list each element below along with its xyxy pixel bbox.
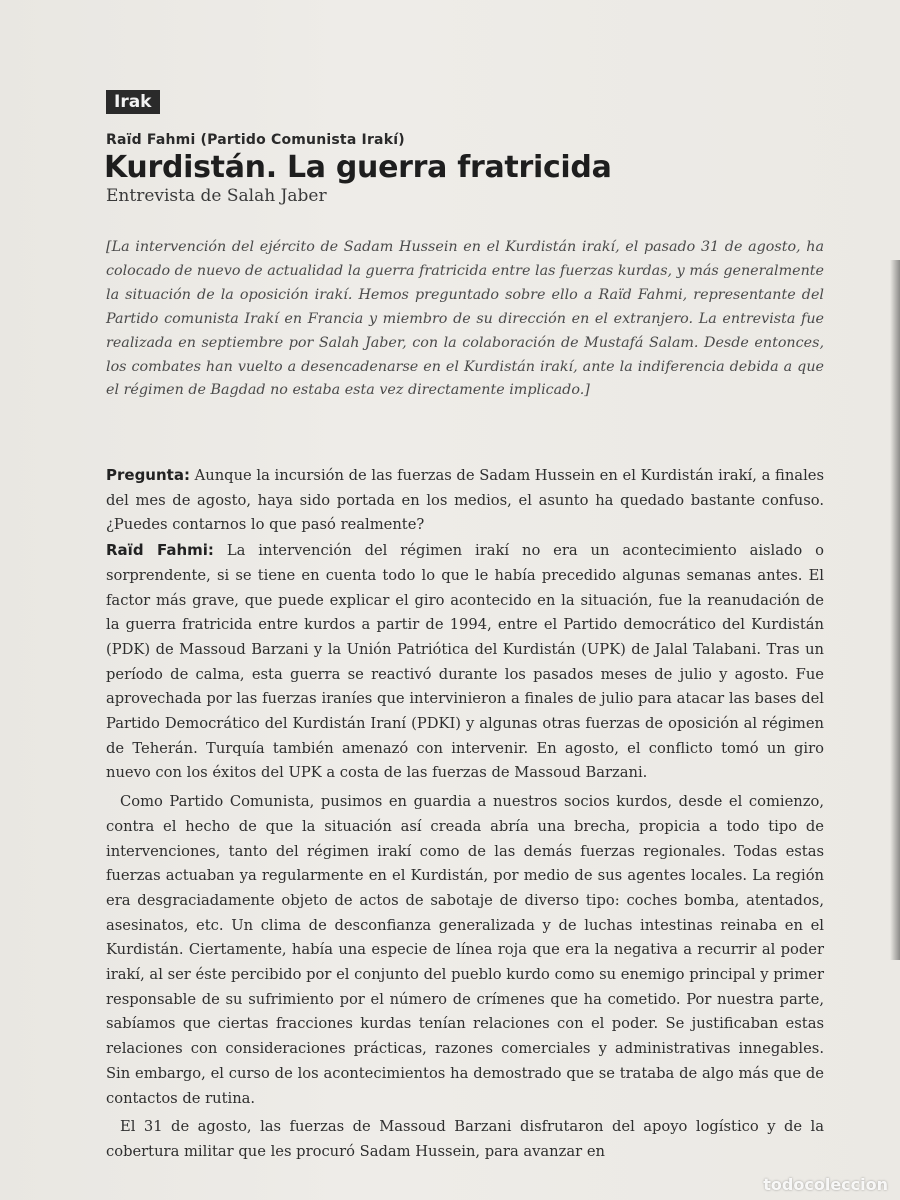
section-tag: Irak: [106, 90, 160, 114]
question-text: Aunque la incursión de las fuerzas de Sadam Hussein en el Kurdistán irakí, a finales del mes de agosto, haya sido portada en los medios, el asunto ha quedado bastante confuso. ¿Puedes contarnos lo que pasó realmente?: [106, 467, 824, 534]
answer-paragraph: [106, 538, 824, 786]
body-paragraph: Como Partido Comunista, pusimos en guardia a nuestros socios kurdos, desde el comienzo, contra el hecho de que la situación así creada abría una brecha, propicia a todo tipo de intervenciones, tanto del régimen irakí como de las demás fuerzas regionales. Todas estas fuerzas actuaban ya regularmente en el Kurdistán, por medio de sus agentes locales. La región era desgraciadamente objeto de actos de sabotaje de diverso tipo: coches bomba, atentados, asesinatos, etc. Un clima de desconfianza generalizada y de luchas intestinas reinaba en el Kurdistán. Ciertamente, había una especie de línea roja que era la negativa a recurrir al poder irakí, al ser éste percibido por el conjunto del pueblo kurdo como su enemigo principal y primer responsable de su sufrimiento por el número de crímenes que ha cometido. Por nuestra parte, sabíamos que ciertas fracciones kurdas tenían relaciones con el poder. Se justificaban estas relaciones con consideraciones prácticas, razones comerciales y administrativas innegables. Sin embargo, el curso de los acontecimientos ha demostrado que se trataba de algo más que de contactos de rutina.: [106, 793, 824, 1107]
speaker-label-answer: Raïd Fahmi:: [106, 541, 214, 560]
article-intro: [La intervención del ejército de Sadam Hussein en el Kurdistán irakí, el pasado 31 de agosto, ha colocado de nuevo de actualidad la guerra fratricida entre las fuerzas kurdas, y más generalmente la situación de la oposición irakí. Hemos preguntado sobre ello a Raïd Fahmi, representante del Partido comunista Irakí en Francia y miembro de su dirección en el extranjero. La entrevista fue realizada en septiembre por Salah Jaber, con la colaboración de Mustafá Salam. Desde entonces, los combates han vuelto a desencadenarse en el Kurdistán irakí, ante la indiferencia debida a que el régimen de Bagdad no estaba esta vez directamente implicado.]: [106, 239, 824, 399]
watermark-logo: todocoleccion: [763, 1175, 888, 1194]
article-kicker: Raïd Fahmi (Partido Comunista Irakí): [106, 132, 405, 148]
article-headline: Kurdistán. La guerra fratricida: [104, 150, 612, 185]
page-edge-shadow: [890, 260, 900, 960]
body-paragraph: El 31 de agosto, las fuerzas de Massoud Barzani disfrutaron del apoyo logístico y de la cobertura militar que les procuró Sadam Hussein, para avanzar en: [106, 1118, 824, 1160]
article-body: [106, 463, 824, 1165]
question-paragraph: [106, 463, 824, 538]
article-byline: Entrevista de Salah Jaber: [106, 186, 327, 206]
speaker-label-question: Pregunta:: [106, 466, 190, 484]
answer-text: La intervención del régimen irakí no era un acontecimiento aislado o sorprendente, si se tiene en cuenta todo lo que le había precedido algunas semanas antes. El factor más grave, que puede explicar el giro acontecido en la situación, fue la reanudación de la guerra fratricida entre kurdos a partir de 1994, entre el Partido democrático del Kurdistán (PDK) de Massoud Barzani y la Unión Patriótica del Kurdistán (UPK) de Jalal Talabani. Tras un período de calma, esta guerra se reactivó durante los pasados meses de julio y agosto. Fue aprovechada por las fuerzas iraníes que intervinieron a finales de julio para atacar las bases del Partido Democrático del Kurdistán Iraní (PDKI) y algunas otras fuerzas de oposición al régimen de Teherán. Turquía también amenazó con intervenir. En agosto, el conflicto tomó un giro nuevo con los éxitos del UPK a costa de las fuerzas de Massoud Barzani.: [106, 542, 824, 782]
